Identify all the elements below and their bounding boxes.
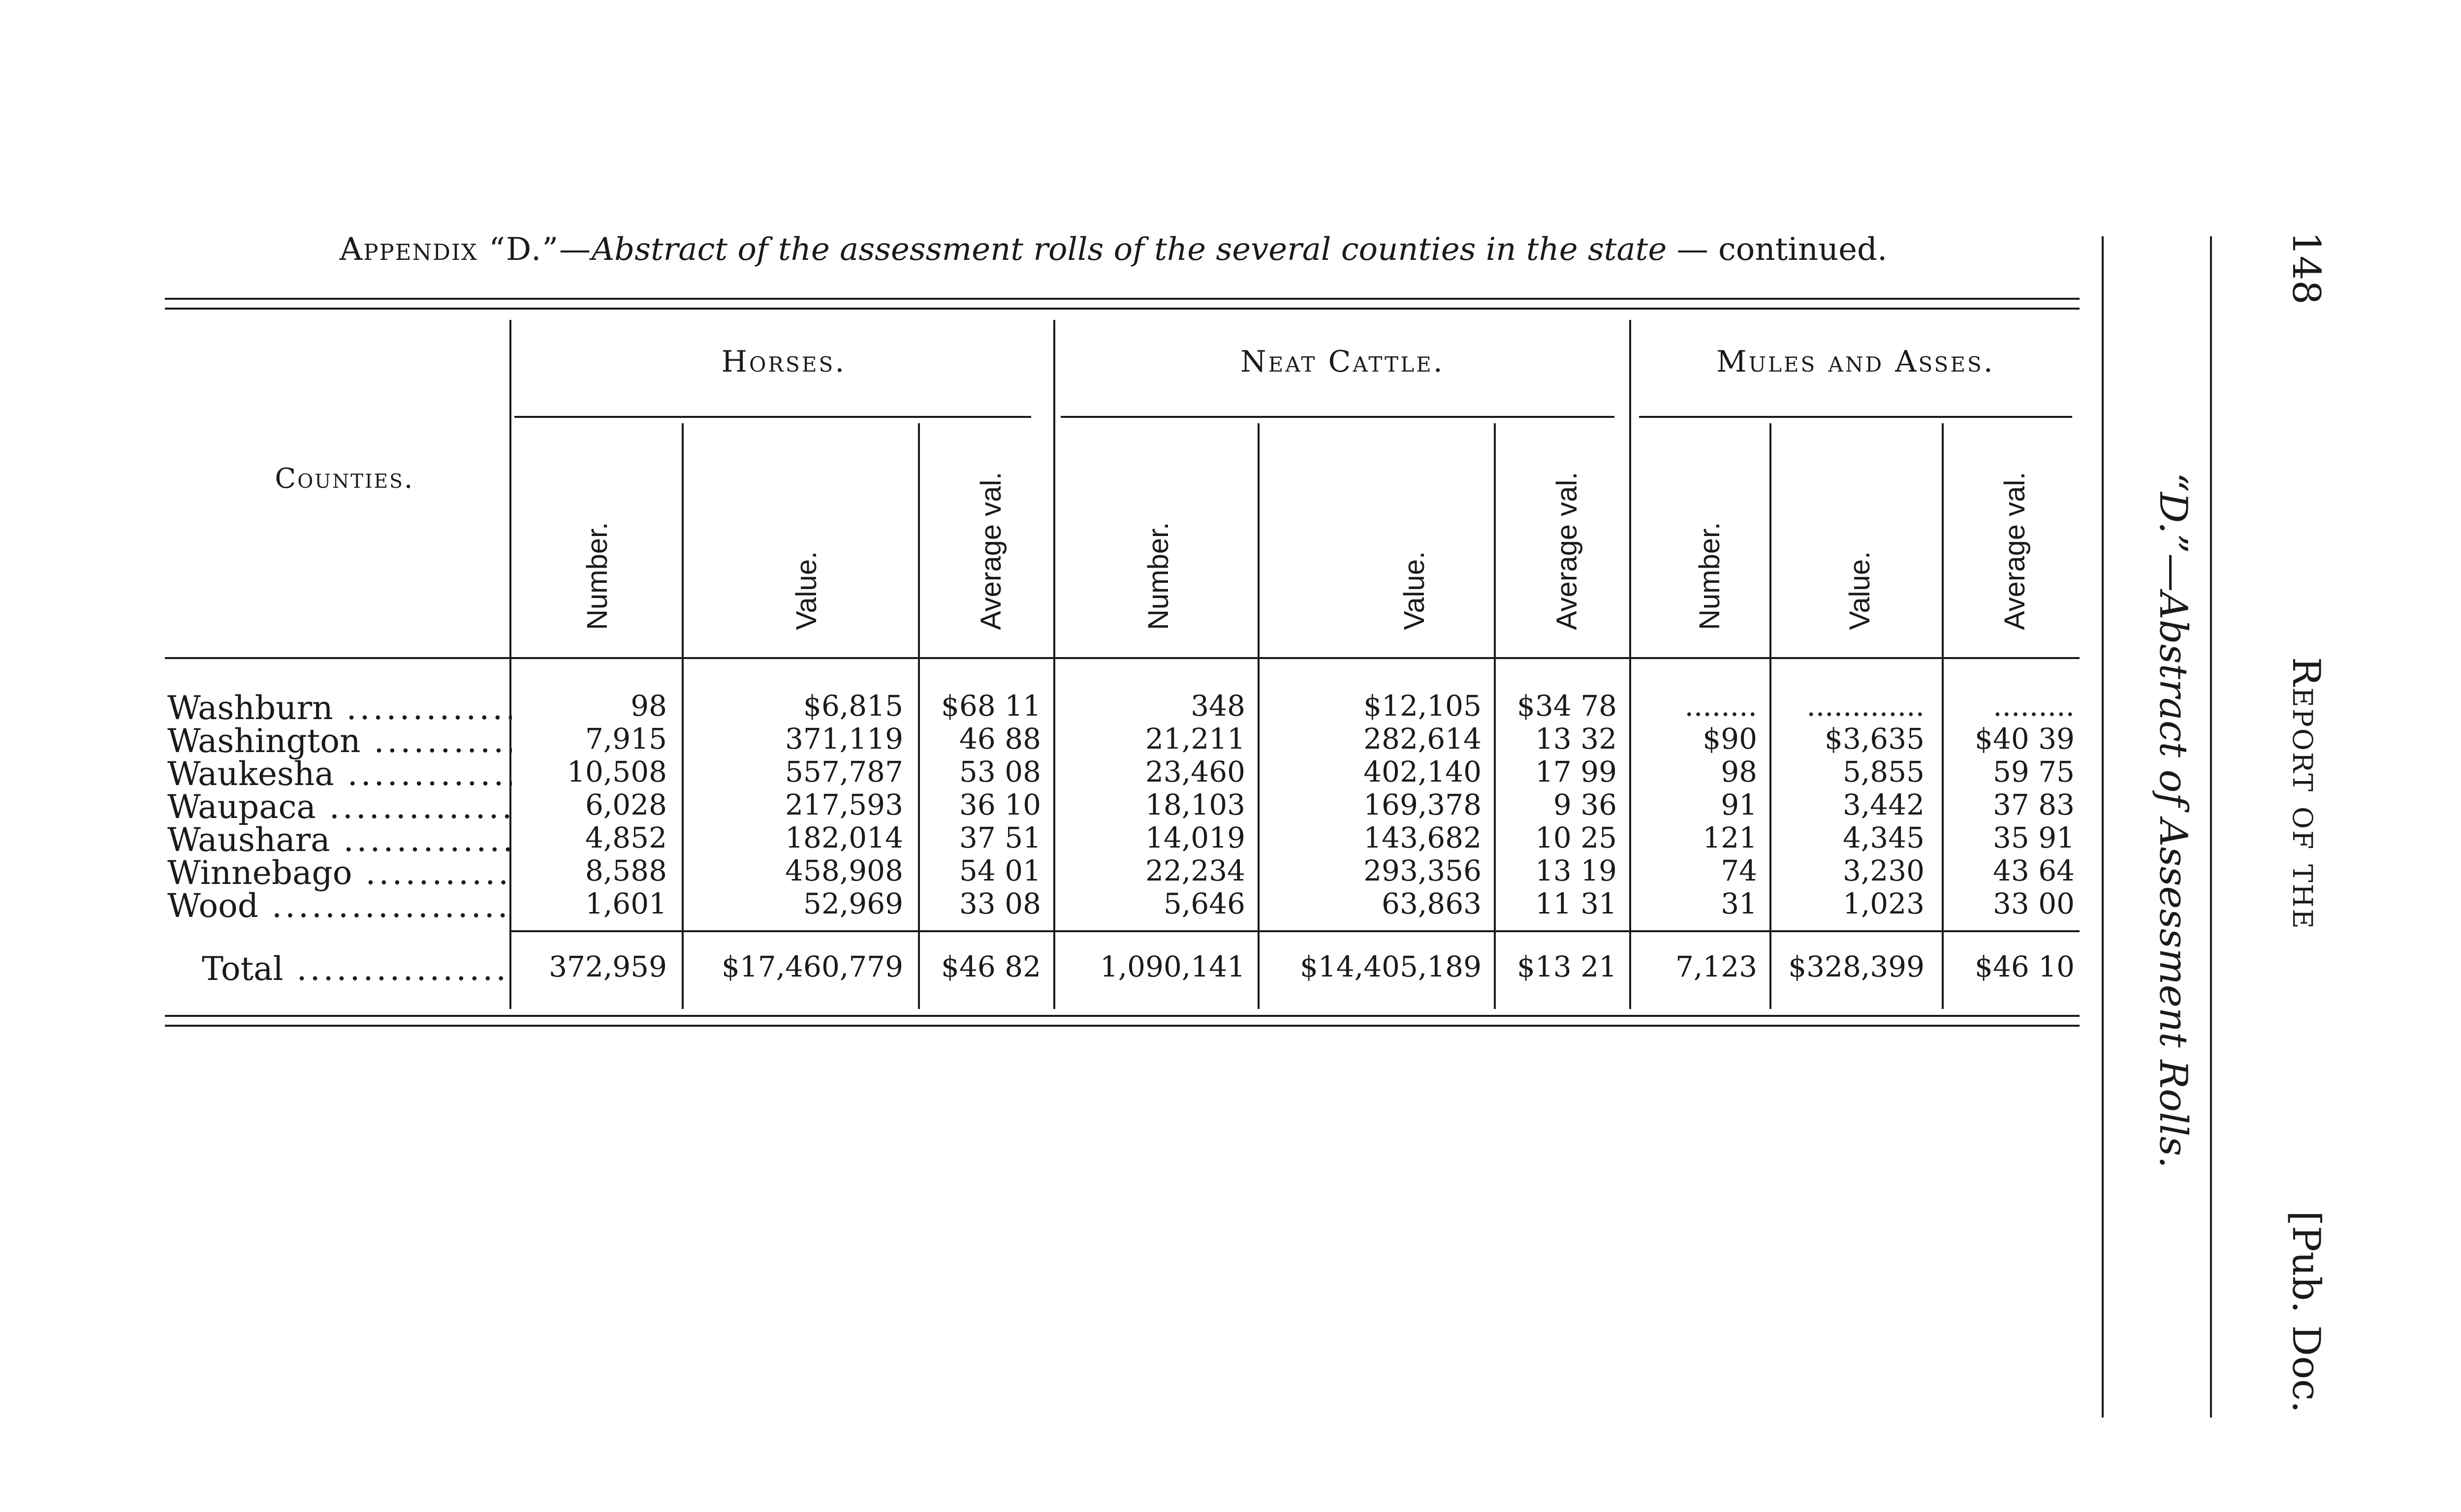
table-cell: 37 51 <box>959 821 1041 854</box>
page-number: 148 <box>2284 231 2328 305</box>
group-horses: Horses. <box>721 345 847 379</box>
table-row <box>0 689 2116 727</box>
counties-header: Counties. <box>275 463 414 495</box>
table-cell: $3,635 <box>1825 722 1925 756</box>
total-rule <box>509 930 2080 932</box>
subheader-cattle-average: Average val. <box>1551 472 1583 630</box>
table-cell: 143,682 <box>1363 821 1482 854</box>
total-row <box>0 950 2116 988</box>
subheader-mules-average: Average val. <box>1999 472 2031 630</box>
subheader-horses-number: Number. <box>581 522 613 630</box>
county-name: Waukesha ..... <box>167 755 512 793</box>
table-cell: 9 36 <box>1553 788 1617 821</box>
table-cell: 53 08 <box>959 755 1041 788</box>
table-cell: 37 83 <box>1992 788 2075 821</box>
table-cell: 1,023 <box>1842 887 1925 920</box>
table-cell: $12,105 <box>1363 689 1482 723</box>
total-cell: $328,399 <box>1788 950 1925 983</box>
subheader-horses-average: Average val. <box>975 472 1007 630</box>
table-cell: 11 31 <box>1535 887 1617 920</box>
table-cell: 91 <box>1721 788 1757 821</box>
table-cell: 4,852 <box>585 821 667 854</box>
table-cell: 23,460 <box>1145 755 1245 788</box>
side-rule <box>2102 236 2104 1418</box>
table-cell: 121 <box>1703 821 1757 854</box>
table-cell: 282,614 <box>1363 722 1482 756</box>
table-row <box>0 854 2116 892</box>
subheader-horses-value: Value. <box>790 551 822 630</box>
total-cell: 372,959 <box>549 950 667 983</box>
table-cell: ......... <box>1993 689 2075 723</box>
table-row <box>0 821 2116 859</box>
top-rule <box>165 298 2080 300</box>
county-name: Winnebago ..... <box>167 854 512 892</box>
table-cell: $68 11 <box>941 689 1041 723</box>
total-cell: $17,460,779 <box>722 950 903 983</box>
total-cell: $14,405,189 <box>1300 950 1482 983</box>
title-suffix: — continued. <box>1667 231 1888 268</box>
table-cell: 6,028 <box>585 788 667 821</box>
subheader-mules-value: Value. <box>1844 551 1876 630</box>
group-neat-cattle: Neat Cattle. <box>1240 345 1445 379</box>
county-name: Waushara ..... <box>167 821 512 859</box>
table-cell: 3,442 <box>1842 788 1925 821</box>
county-name: Wood ..... <box>167 887 512 925</box>
table-cell: 7,915 <box>585 722 667 756</box>
table-cell: 4,345 <box>1842 821 1925 854</box>
abstract-heading: “D.”—Abstract of Assessment Rolls. <box>2151 472 2195 1168</box>
table-cell: 14,019 <box>1145 821 1245 854</box>
table-cell: 17 99 <box>1535 755 1617 788</box>
table-cell: 33 08 <box>959 887 1041 920</box>
table-cell: 98 <box>1721 755 1757 788</box>
table-cell: 371,119 <box>785 722 903 756</box>
table-cell: $6,815 <box>803 689 903 723</box>
table-cell: 402,140 <box>1363 755 1482 788</box>
top-rule-2 <box>165 308 2080 310</box>
subheader-mules-number: Number. <box>1694 522 1726 630</box>
table-cell: 217,593 <box>785 788 903 821</box>
title-italic: Abstract of the assessment rolls of the several counties in the state <box>592 231 1667 268</box>
table-cell: 43 64 <box>1992 854 2075 887</box>
total-cell: $46 10 <box>1975 950 2075 983</box>
table-cell: 74 <box>1721 854 1757 887</box>
table-cell: 22,234 <box>1145 854 1245 887</box>
table-cell: 63,863 <box>1382 887 1482 920</box>
county-name: Waupaca ..... <box>167 788 512 826</box>
group-underline <box>1639 416 2072 418</box>
total-label: Total ..... <box>202 950 507 988</box>
table-cell: ........ <box>1684 689 1757 723</box>
table-row <box>0 788 2116 826</box>
total-cell: 7,123 <box>1675 950 1757 983</box>
table-cell: ............. <box>1806 689 1925 723</box>
table-cell: $90 <box>1703 722 1757 756</box>
group-mules-asses: Mules and Asses. <box>1716 345 1995 379</box>
report-heading: Report of the <box>2284 657 2328 930</box>
table-cell: 13 19 <box>1535 854 1617 887</box>
pub-doc: [Pub. Doc. <box>2284 1211 2328 1413</box>
total-cell: 1,090,141 <box>1100 950 1245 983</box>
side-rule <box>2210 236 2212 1418</box>
table-cell: 54 01 <box>959 854 1041 887</box>
page-title <box>340 231 2087 268</box>
table-row <box>0 755 2116 793</box>
table-row <box>0 722 2116 760</box>
table-cell: 98 <box>631 689 667 723</box>
total-cell: $46 82 <box>941 950 1041 983</box>
table-cell: 33 00 <box>1992 887 2075 920</box>
table-row <box>0 887 2116 925</box>
table-cell: 8,588 <box>585 854 667 887</box>
table-cell: 5,646 <box>1163 887 1245 920</box>
table-cell: 13 32 <box>1535 722 1617 756</box>
table-cell: 59 75 <box>1992 755 2075 788</box>
table-cell: 3,230 <box>1842 854 1925 887</box>
table-cell: 293,356 <box>1363 854 1482 887</box>
table-cell: 31 <box>1721 887 1757 920</box>
table-cell: 182,014 <box>785 821 903 854</box>
group-underline <box>514 416 1031 418</box>
table-cell: $34 78 <box>1517 689 1617 723</box>
table-cell: 52,969 <box>803 887 903 920</box>
subheader-cattle-number: Number. <box>1142 522 1174 630</box>
total-cell: $13 21 <box>1517 950 1617 983</box>
table-cell: 21,211 <box>1145 722 1245 756</box>
bottom-rule-2 <box>165 1025 2080 1027</box>
table-cell: 458,908 <box>785 854 903 887</box>
group-underline <box>1061 416 1614 418</box>
table-cell: 169,378 <box>1363 788 1482 821</box>
table-cell: 36 10 <box>959 788 1041 821</box>
table-cell: 10 25 <box>1535 821 1617 854</box>
subheader-cattle-value: Value. <box>1398 551 1430 630</box>
table-cell: 18,103 <box>1145 788 1245 821</box>
table-cell: 46 88 <box>959 722 1041 756</box>
table-cell: $40 39 <box>1975 722 2075 756</box>
table-cell: 557,787 <box>785 755 903 788</box>
table-cell: 10,508 <box>567 755 667 788</box>
table-cell: 35 91 <box>1992 821 2075 854</box>
county-name: Washington ..... <box>167 722 512 760</box>
bottom-rule <box>165 1015 2080 1017</box>
table-cell: 348 <box>1191 689 1245 723</box>
county-name: Washburn ..... <box>167 689 512 727</box>
table-cell: 5,855 <box>1842 755 1925 788</box>
table-cell: 1,601 <box>585 887 667 920</box>
header-rule <box>165 657 2080 659</box>
title-prefix: Appendix “D.”— <box>340 231 592 268</box>
